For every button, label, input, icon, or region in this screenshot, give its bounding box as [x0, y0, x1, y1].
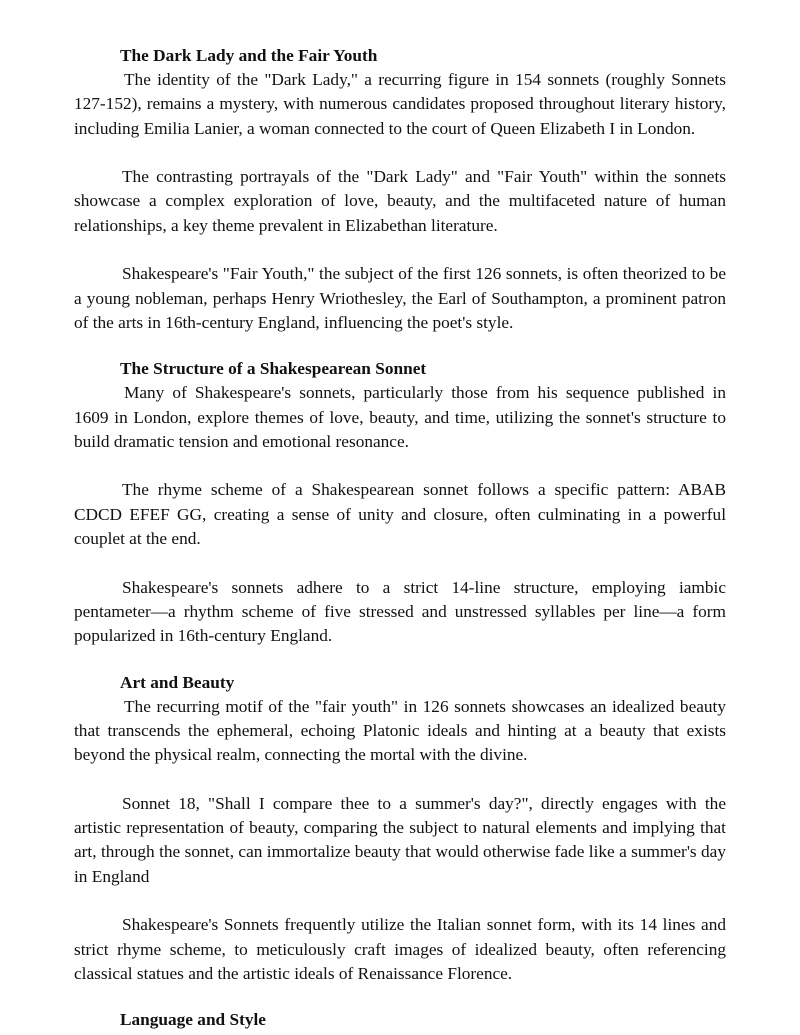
paragraph-gap [74, 889, 726, 913]
section-gap [74, 335, 726, 357]
section-heading: Art and Beauty [120, 672, 235, 692]
paragraph: The recurring motif of the "fair youth" in 126 sonnets showcases an idealized beauty that transcends the ephemeral, echoing Platonic ideals and hinting at a beauty that exists beyond the physical realm, connecting the mortal with the divine. [74, 696, 726, 765]
section-heading: The Structure of a Shakespearean Sonnet [120, 359, 427, 379]
paragraph: Many of Shakespeare's sonnets, particularly those from his sequence published in 1609 in London, explore themes of love, beauty, and time, utilizing the sonnet's structure to build dramatic tension and emotional resonance. [74, 383, 726, 451]
paragraph-gap [74, 551, 726, 575]
paragraph-gap [74, 767, 726, 791]
section-heading: The Dark Lady and the Fair Youth [120, 46, 378, 65]
section-gap [74, 986, 726, 1008]
section-heading: Language and Style [120, 1010, 266, 1030]
paragraph-gap [74, 141, 726, 165]
paragraph: The identity of the "Dark Lady," a recurring figure in 154 sonnets (roughly Sonnets 127-152), remains a mystery, with numerous candidates proposed throughout literary history, including Emilia Lanier, a woman connected to the court of Queen Elizabeth I in London. [74, 70, 726, 138]
section-gap [74, 649, 726, 671]
paragraph: Shakespeare's "Fair Youth," the subject of the first 126 sonnets, is often theorized to be a young nobleman, perhaps Henry Wriothesley, the Earl of Southampton, a prominent patron of the arts in 16th-century England, influencing the poet's style. [74, 264, 726, 332]
paragraph: The contrasting portrayals of the "Dark Lady" and "Fair Youth" within the sonnets showcase a complex exploration of love, beauty, and the multifaceted nature of human relationships, a key theme prevalent in Elizabethan literature. [74, 167, 726, 235]
paragraph-gap [74, 238, 726, 262]
document-page [74, 44, 726, 1032]
paragraph: Shakespeare's Sonnets frequently utilize the Italian sonnet form, with its 14 lines and strict rhyme scheme, to meticulously craft images of idealized beauty, often referencing classical statues and the artistic ideals of Renaissance Florence. [74, 915, 726, 983]
paragraph: Sonnet 18, "Shall I compare thee to a summer's day?", directly engages with the artistic representation of beauty, comparing the subject to natural elements and implying that art, through the sonnet, can immortalize beauty that would otherwise fade like a summer's day in England [74, 793, 726, 886]
paragraph: The rhyme scheme of a Shakespearean sonnet follows a specific pattern: ABAB CDCD EFEF GG, creating a sense of unity and closure, often culminating in a powerful couplet at the end. [74, 480, 726, 549]
paragraph-gap [74, 454, 726, 478]
paragraph: Shakespeare's sonnets adhere to a strict 14-line structure, employing iambic pentameter—a rhythm scheme of five stressed and unstressed syllables per line—a form popularized in 16th-century England. [74, 577, 726, 646]
